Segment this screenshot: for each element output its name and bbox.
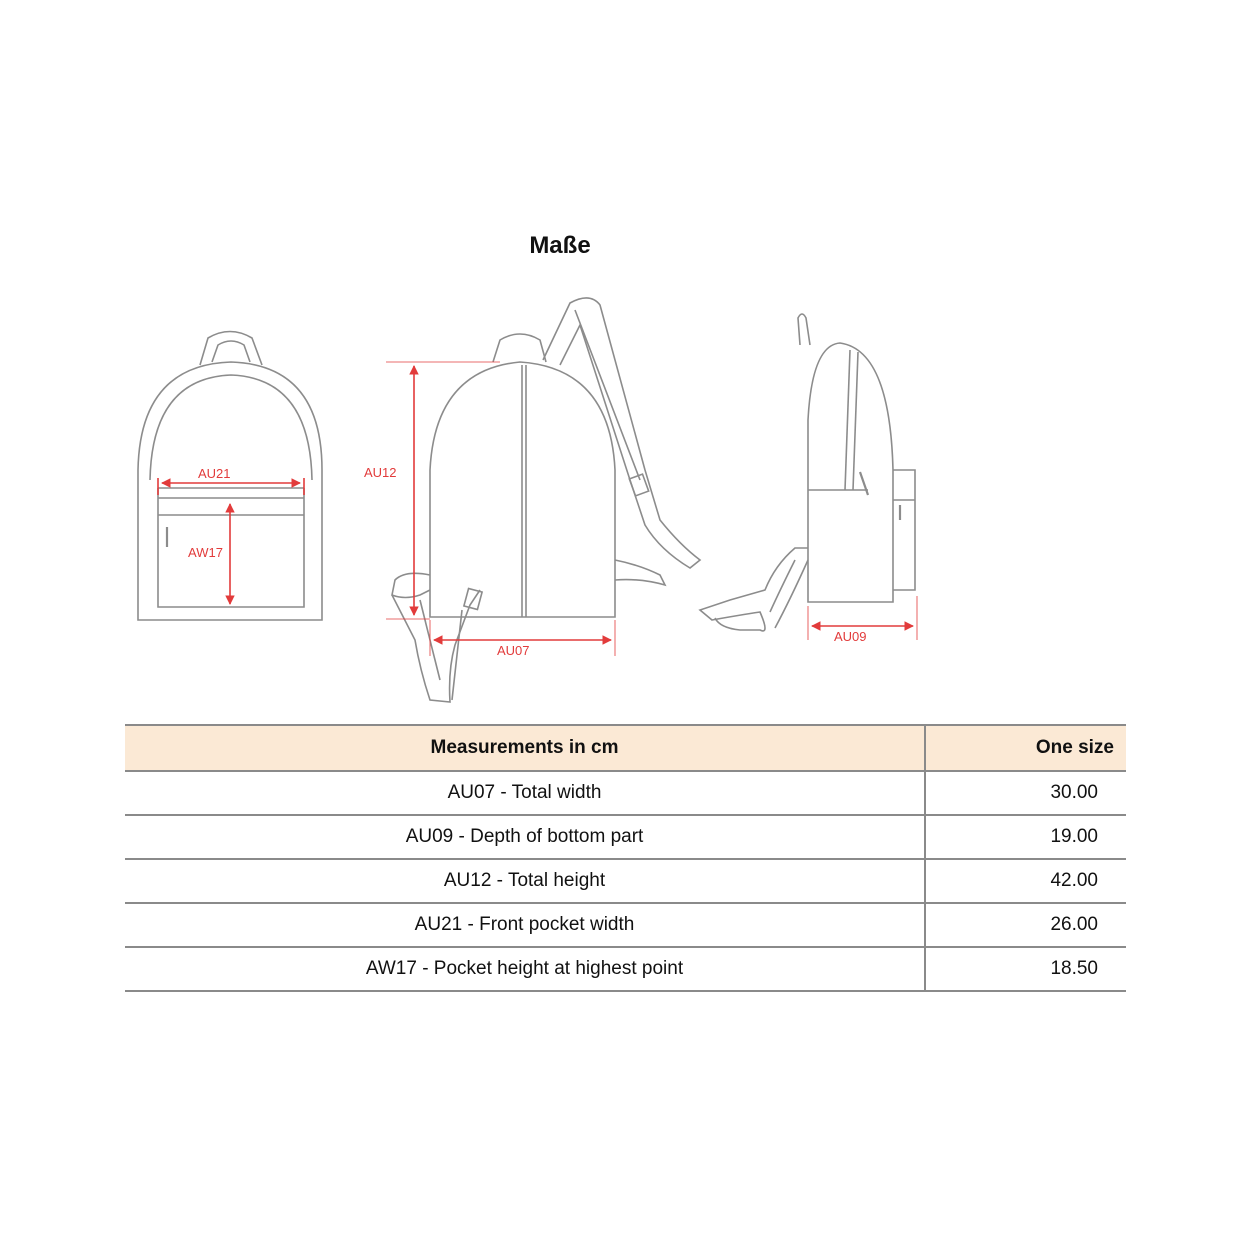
table-row [125, 859, 1126, 903]
au09-label: AU09 [834, 629, 867, 644]
row-value: 18.50 [925, 947, 1126, 991]
side-view [700, 314, 915, 631]
au12-label: AU12 [364, 465, 397, 480]
measurements-table [125, 724, 1126, 992]
au21-measure [158, 478, 304, 495]
au07-label: AU07 [497, 643, 530, 658]
back-view [392, 298, 700, 702]
row-name: AU21 - Front pocket width [125, 903, 925, 947]
row-value: 19.00 [925, 815, 1126, 859]
table-row [125, 903, 1126, 947]
aw17-label: AW17 [188, 545, 223, 560]
table-header-row [125, 725, 1126, 771]
row-value: 26.00 [925, 903, 1126, 947]
table-row [125, 771, 1126, 815]
page-title: Maße [529, 232, 591, 259]
table-row [125, 947, 1126, 991]
row-value: 42.00 [925, 859, 1126, 903]
table-row [125, 815, 1126, 859]
header-measurement: Measurements in cm [125, 725, 925, 771]
row-name: AU09 - Depth of bottom part [125, 815, 925, 859]
row-name: AW17 - Pocket height at highest point [125, 947, 925, 991]
row-value: 30.00 [925, 771, 1126, 815]
header-size: One size [925, 725, 1126, 771]
row-name: AU07 - Total width [125, 771, 925, 815]
row-name: AU12 - Total height [125, 859, 925, 903]
au12-measure [386, 362, 500, 619]
au21-label: AU21 [198, 466, 231, 481]
